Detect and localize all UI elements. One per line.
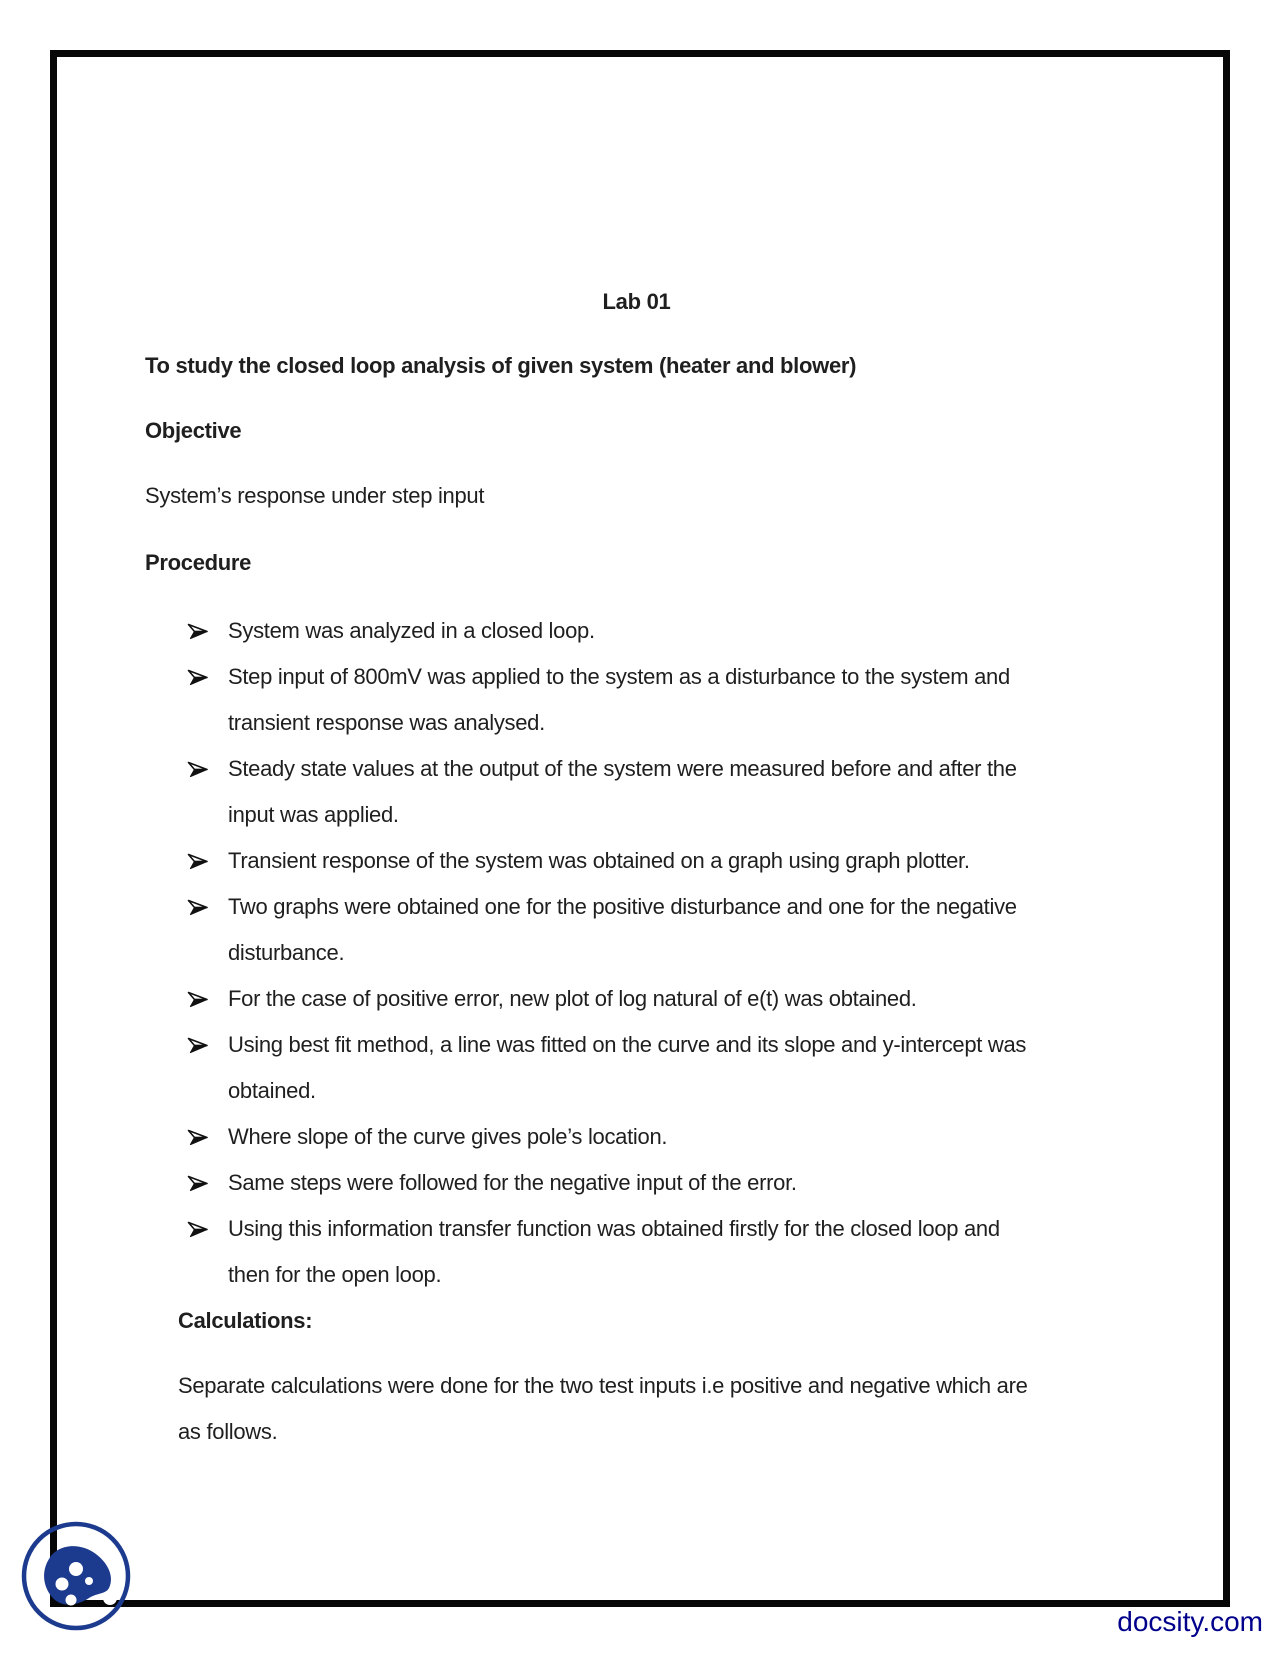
list-item <box>145 1160 1128 1206</box>
arrowhead-right-icon <box>145 838 228 884</box>
list-item-text: transient response was analysed. <box>228 710 545 735</box>
list-item <box>145 1114 1128 1160</box>
arrowhead-right-icon <box>145 976 228 1022</box>
closing-line: Separate calculations were done for the two test inputs i.e positive and negative which are <box>178 1373 1028 1398</box>
list-item-text: Two graphs were obtained one for the positive disturbance and one for the negative <box>228 894 1017 919</box>
list-item-text: input was applied. <box>228 802 399 827</box>
arrowhead-right-icon <box>145 1160 228 1206</box>
list-item <box>145 976 1128 1022</box>
list-item-text: obtained. <box>228 1078 316 1103</box>
arrowhead-right-icon <box>145 746 228 792</box>
list-item-text: Where slope of the curve gives pole’s location. <box>228 1124 668 1149</box>
closing-line: as follows. <box>178 1419 278 1444</box>
list-item-text: Using this information transfer function was obtained firstly for the closed loop and <box>228 1216 1000 1241</box>
objective-heading: Objective <box>145 418 242 443</box>
list-marker-spacer <box>145 1252 228 1298</box>
list-item-text: Steady state values at the output of the system were measured before and after the <box>228 756 1017 781</box>
list-item-continuation <box>145 792 1128 838</box>
calculations-heading: Calculations: <box>178 1308 313 1333</box>
arrowhead-right-icon <box>145 884 228 930</box>
list-item-text: Using best fit method, a line was fitted on the curve and its slope and y-intercept was <box>228 1032 1027 1057</box>
list-marker-spacer <box>145 1068 228 1114</box>
arrowhead-right-icon <box>145 1114 228 1160</box>
list-item <box>145 1206 1128 1252</box>
procedure-heading: Procedure <box>145 550 252 575</box>
docsity-credit-link[interactable]: docsity.com <box>1117 1606 1263 1637</box>
list-marker-spacer <box>145 792 228 838</box>
list-item-text: System was analyzed in a closed loop. <box>228 618 595 643</box>
procedure-list <box>145 608 1128 1298</box>
document-title: Lab 01 <box>602 289 671 314</box>
list-item-continuation <box>145 930 1128 976</box>
arrowhead-right-icon <box>145 1206 228 1252</box>
list-item <box>145 1022 1128 1068</box>
arrowhead-right-icon <box>145 608 228 654</box>
experiment-heading: To study the closed loop analysis of given system (heater and blower) <box>145 353 857 378</box>
list-item-continuation <box>145 1252 1128 1298</box>
list-item-continuation <box>145 700 1128 746</box>
list-item <box>145 608 1128 654</box>
arrowhead-right-icon <box>145 1022 228 1068</box>
objective-text: System’s response under step input <box>145 483 485 508</box>
list-item <box>145 654 1128 700</box>
list-item-text: Transient response of the system was obtained on a graph using graph plotter. <box>228 848 970 873</box>
list-item <box>145 884 1128 930</box>
arrowhead-right-icon <box>145 654 228 700</box>
list-item-text: then for the open loop. <box>228 1262 442 1287</box>
list-marker-spacer <box>145 700 228 746</box>
document-content <box>57 57 1223 1599</box>
closing-paragraph <box>145 1363 1128 1455</box>
list-item-text: For the case of positive error, new plot of log natural of e(t) was obtained. <box>228 986 917 1011</box>
docsity-logo-icon[interactable] <box>18 1518 134 1634</box>
list-marker-spacer <box>145 930 228 976</box>
list-item-text: disturbance. <box>228 940 345 965</box>
list-item <box>145 838 1128 884</box>
list-item-text: Step input of 800mV was applied to the system as a disturbance to the system and <box>228 664 1010 689</box>
list-item-continuation <box>145 1068 1128 1114</box>
list-item-text: Same steps were followed for the negative input of the error. <box>228 1170 797 1195</box>
list-item <box>145 746 1128 792</box>
